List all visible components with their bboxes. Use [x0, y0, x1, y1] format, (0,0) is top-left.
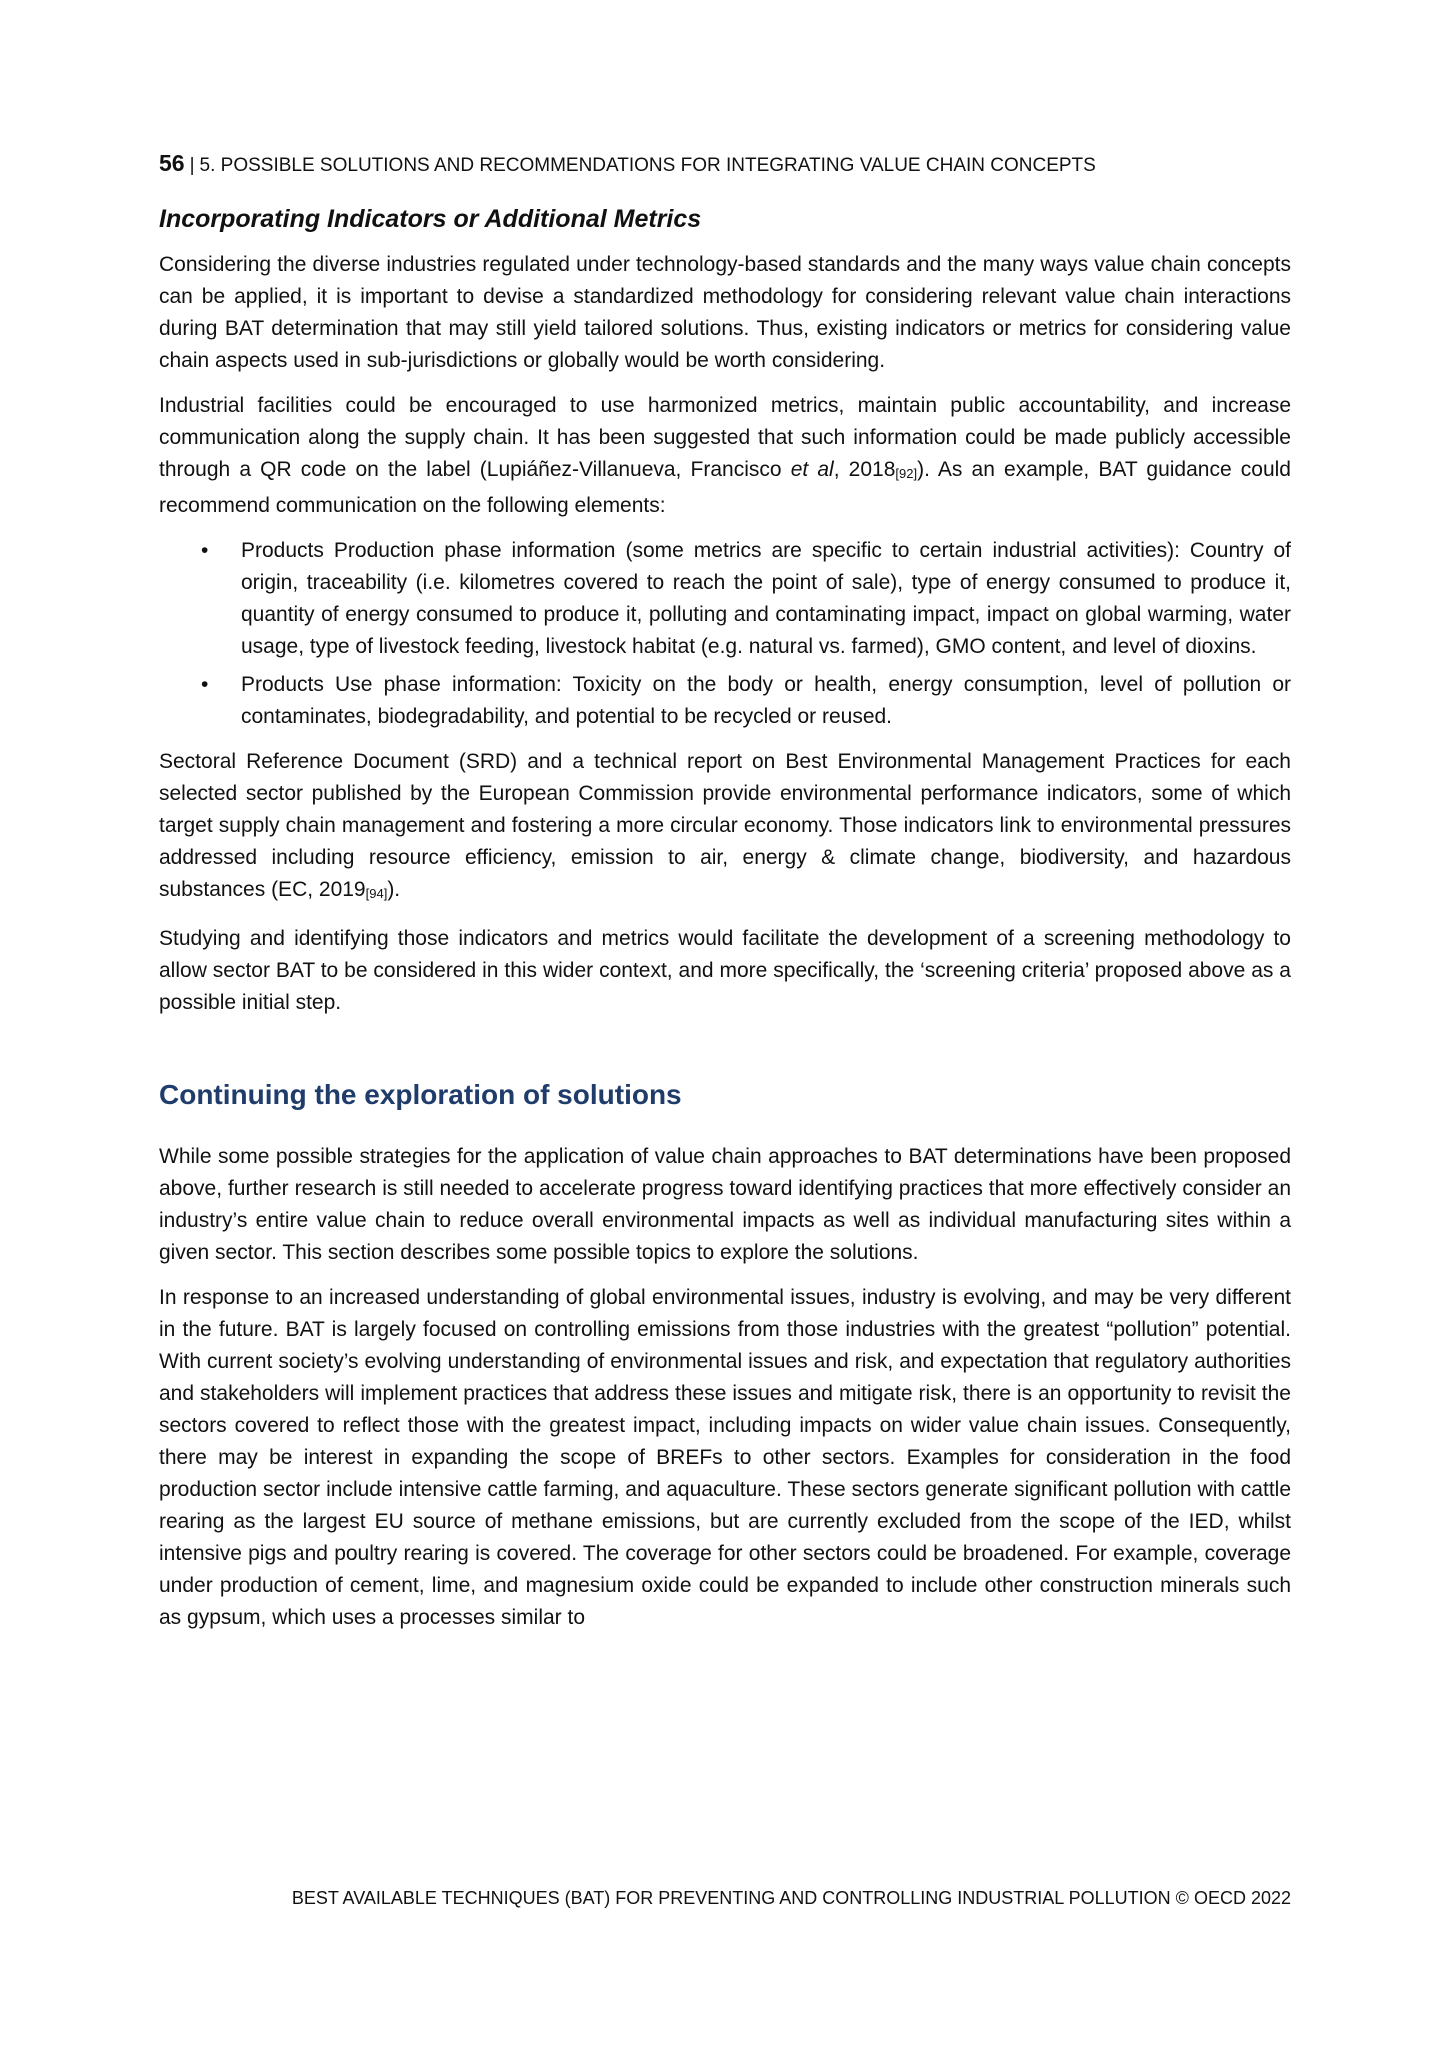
paragraph-srd	[159, 746, 1291, 910]
paragraph-text: Industrial facilities could be encouraged to use harmonized metrics, maintain public accountability, and increase communication along the supply chain. It has been suggested that such information could be made publicly accessible through a QR code on the label (Lupiáñez-Villanueva, Francisco	[159, 394, 1291, 481]
subsection-title-indicators: Incorporating Indicators or Additional Metrics	[159, 205, 702, 233]
paragraph-diverse-industries: Considering the diverse industries regulated under technology-based standards and the many ways value chain concepts can be applied, it is important to devise a standardized methodology for considering relevant value chain interactions during BAT determination that may still yield tailored solutions. Thus, existing indicators or metrics for considering value chain aspects used in sub-jurisdictions or globally would be worth considering.	[159, 253, 1291, 372]
page-content	[159, 150, 1291, 1647]
bullet-icon: •	[201, 539, 209, 562]
paragraph-screening: Studying and identifying those indicators and metrics would facilitate the development of a screening methodology to allow sector BAT to be considered in this wider context, and more specifically, the ‘screening criteria’ proposed above as a possible initial step.	[159, 927, 1291, 1014]
paragraph-text: ).	[387, 878, 401, 901]
bullet-icon: •	[201, 673, 209, 696]
page-number: 56	[159, 150, 185, 176]
list-item	[201, 669, 1291, 733]
paragraph-strategies: While some possible strategies for the application of value chain approaches to BAT determinations have been proposed above, further research is still needed to accelerate progress toward identifying practices that more effectively consider an industry’s entire value chain to reduce overall environmental impacts as well as individual manufacturing sites within a given sector. This section describes some possible topics to explore the solutions.	[159, 1145, 1291, 1264]
paragraph-text: Sectoral Reference Document (SRD) and a technical report on Best Environmental Management Practices for each selected sector published by the European Commission provide environmental performance indicators, some of which target supply chain management and fostering a more circular economy. Those indicators link to environmental pressures addressed including resource efficiency, emission to air, energy & climate change, biodiversity, and hazardous substances (EC, 2019	[159, 750, 1291, 901]
header-separator: |	[189, 155, 195, 176]
citation-ref-92[interactable]: [92]	[895, 466, 918, 481]
chapter-title: 5. POSSIBLE SOLUTIONS AND RECOMMENDATIONS FOR INTEGRATING VALUE CHAIN CONCEPTS	[199, 155, 1096, 176]
list-item-text: Products Use phase information: Toxicity on the body or health, energy consumption, level of pollution or contaminates, biodegradability, and potential to be recycled or reused.	[241, 673, 1291, 728]
paragraph-harmonized-metrics	[159, 390, 1291, 522]
paragraph-text: ). As an example, BAT guidance could recommend communication on the following elements:	[159, 458, 1291, 517]
citation-ref-94[interactable]: [94]	[365, 886, 388, 901]
bullet-list	[159, 535, 1291, 733]
running-footer: BEST AVAILABLE TECHNIQUES (BAT) FOR PREVENTING AND CONTROLLING INDUSTRIAL POLLUTION © OECD 2022	[291, 1888, 1291, 1908]
section-title-exploration: Continuing the exploration of solutions	[159, 1079, 682, 1110]
paragraph-industry-evolving: In response to an increased understanding of global environmental issues, industry is evolving, and may be very different in the future. BAT is largely focused on controlling emissions from those industries with the greatest “pollution” potential. With current society’s evolving understanding of environmental issues and risk, and expectation that regulatory authorities and stakeholders will implement practices that address these issues and mitigate risk, there is an opportunity to revisit the sectors covered to reflect those with the greatest impact, including impacts on wider value chain issues. Consequently, there may be interest in expanding the scope of BREFs to other sectors. Examples for consideration in the food production sector include intensive cattle farming, and aquaculture. These sectors generate significant pollution with cattle rearing as the largest EU source of methane emissions, but are currently excluded from the scope of the IED, whilst intensive pigs and poultry rearing is covered. The coverage for other sectors could be broadened. For example, coverage under production of cement, lime, and magnesium oxide could be expanded to include other construction minerals such as gypsum, which uses a processes similar to	[159, 1286, 1291, 1629]
citation-et-al: et al	[790, 458, 834, 481]
list-item-text: Products Production phase information (some metrics are specific to certain industrial activities): Country of origin, traceability (i.e. kilometres covered to reach the point of sale), type of energy consumed to produce it, quantity of energy consumed to produce it, polluting and contaminating impact, impact on global warming, water usage, type of livestock feeding, livestock habitat (e.g. natural vs. farmed), GMO content, and level of dioxins.	[241, 539, 1291, 658]
paragraph-text: , 2018	[833, 458, 896, 481]
running-header	[159, 150, 1291, 179]
list-item	[201, 535, 1291, 663]
